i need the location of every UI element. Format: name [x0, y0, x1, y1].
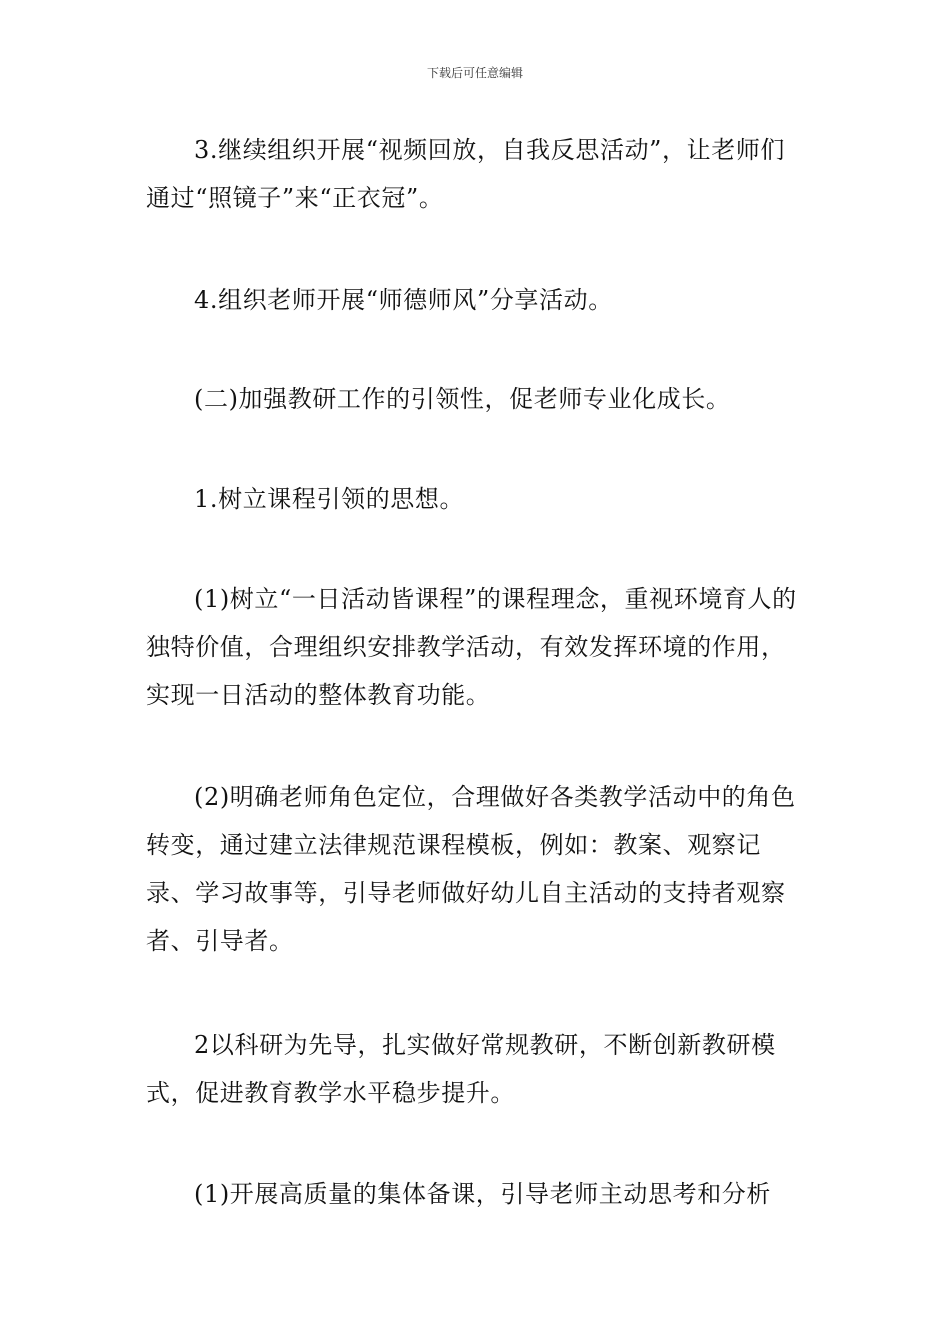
section-heading-2: (二)加强教研工作的引领性，促老师专业化成长。 [194, 385, 731, 413]
paragraph-sub-1: (1)树立“一日活动皆课程”的课程理念，重视环境育人的独特价值，合理组织安排教学活动，有效发挥环境的作用，实现一日活动的整体教育功能。 [146, 585, 797, 709]
paragraph-sub-2: (2)明确老师角色定位，合理做好各类教学活动中的角色转变，通过建立法律规范课程模板，例如：教案、观察记录、学习故事等，引导老师做好幼儿自主活动的支持者观察者、引导者。 [146, 783, 796, 955]
subheading-2: 2以科研为先导，扎实做好常规教研，不断创新教研模式，促进教育教学水平稳步提升。 [146, 1031, 776, 1107]
paragraph-item-4: 4.组织老师开展“师德师风”分享活动。 [194, 286, 613, 314]
paragraph-item-3: 3.继续组织开展“视频回放，自我反思活动”，让老师们通过“照镜子”来“正衣冠”。 [146, 136, 786, 212]
paragraph-sub-1b: (1)开展高质量的集体备课，引导老师主动思考和分析 [194, 1180, 771, 1208]
subheading-1: 1.树立课程引领的思想。 [194, 485, 465, 513]
page-header: 下载后可任意编辑 [426, 66, 523, 80]
